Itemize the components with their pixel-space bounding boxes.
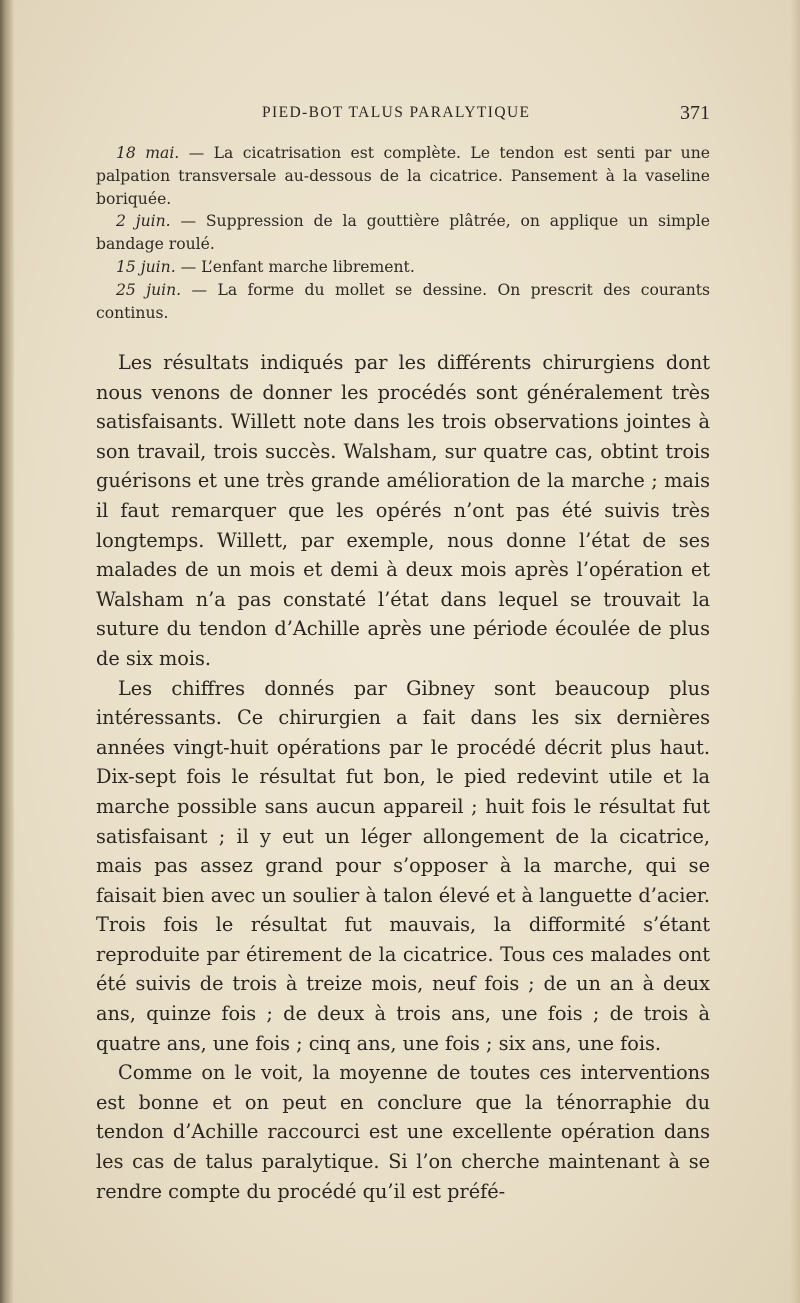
note-text: — L’enfant marche librement.	[175, 257, 415, 276]
page-binding-edge	[0, 0, 14, 1303]
note-text: — Suppression de la gouttière plâtrée, on applique un simple bandage roulé.	[96, 212, 710, 254]
body-paragraph: Les résultats indiqués par les différents chirurgiens dont nous venons de donner les procédés sont généralement très satisfaisants. Willett note dans les trois observations jointes à son travail, trois succès. Walsham, sur quatre cas, obtint trois guérisons et une très grande amélioration de la marche ; mais il faut remarquer que les opérés n’ont pas été suivis très longtemps. Willett, par exemple, nous donne l’état de ses malades de un mois et demi à deux mois après l’opération et Walsham n’a pas constaté l’état dans lequel se trouvait la suture du tendon d’Achille après une période écoulée de plus de six mois.	[96, 351, 710, 670]
note-text: — La forme du mollet se dessine. On prescrit des courants continus.	[96, 280, 711, 322]
note-entry	[96, 210, 710, 256]
running-title: PIED-BOT TALUS PARALYTIQUE	[262, 104, 531, 121]
page-right-edge	[790, 0, 800, 1303]
body-paragraph: Les chiffres donnés par Gibney sont beaucoup plus intéressants. Ce chirurgien a fait dans les six dernières années vingt-huit opérations par le procédé décrit plus haut. Dix-sept fois le résultat fut bon, le pied redevint utile et la marche possible sans aucun appareil ; huit fois le résultat fut satisfaisant ; il y eut un léger allongement de la cicatrice, mais pas assez grand pour s’opposer à la marche, qui se faisait bien avec un soulier à talon élevé et à languette d’acier. Trois fois le résultat fut mauvais, la difformité s’étant reproduite par étirement de la cicatrice. Tous ces malades ont été suivis de trois à treize mois, neuf fois ; de un an à deux ans, quinze fois ; de deux à trois ans, une fois ; de trois à quatre ans, une fois ; cinq ans, une fois ; six ans, une fois.	[96, 676, 710, 1055]
note-date: 18 mai.	[116, 144, 180, 162]
page-header	[96, 104, 710, 128]
main-text	[96, 348, 710, 1206]
body-paragraph: Comme on le voit, la moyenne de toutes ces interventions est bonne et on peut en conclure que la ténorraphie du tendon d’Achille raccourci est une excellente opération dans les cas de talus paralytique. Si l’on cherche maintenant à se rendre compte du procédé qu’il est préfé-	[96, 1061, 710, 1203]
note-date: 25 juin.	[116, 280, 182, 299]
observation-notes	[96, 142, 710, 324]
note-entry	[96, 142, 710, 210]
note-date: 15 juin.	[116, 257, 176, 276]
note-date: 2 juin.	[116, 212, 171, 231]
note-entry	[96, 256, 710, 279]
note-text: — La cicatrisation est complète. Le tendon est senti par une palpation transversale au-dessous de la cicatrice. Pansement à la vaseline boriquée.	[96, 144, 710, 208]
note-entry	[96, 279, 710, 325]
page-number: 371	[680, 102, 710, 124]
